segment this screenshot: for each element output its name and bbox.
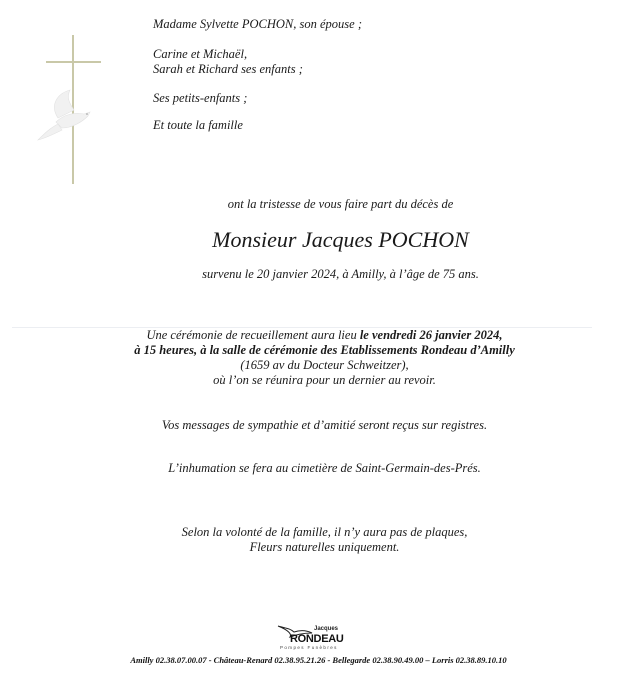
rondeau-logo [270,624,350,652]
ceremony-line-1 [16,328,617,343]
logo-name: RONDEAU [290,633,344,645]
all-family-line: Et toute la famille [153,118,243,132]
death-details: survenu le 20 janvier 2024, à Amilly, à l’âge de 75 ans. [202,267,479,281]
ceremony-address: (1659 av du Docteur Schweitzer), [240,358,409,372]
spouse-line: Madame Sylvette POCHON, son épouse ; [153,17,362,31]
ceremony-line-4: où l’on se réunira pour un dernier au revoir. [213,373,436,387]
ceremony-line-2: à 15 heures, à la salle de cérémonie des Etablissements Rondeau d’Amilly [134,343,515,357]
children-line-2: Sarah et Richard ses enfants ; [153,62,303,76]
wishes-line-2: Fleurs naturelles uniquement. [249,540,400,554]
footer-contacts: Amilly 02.38.07.00.07 - Château-Renard 02.38.95.21.26 - Bellegarde 02.38.90.49.00 – Lorris 02.38.89.10.10 [130,655,507,665]
announcement-intro: ont la tristesse de vous faire part du décès de [227,197,454,211]
wishes-line-1: Selon la volonté de la famille, il n’y aura pas de plaques, [181,525,468,539]
burial-line: L’inhumation se fera au cimetière de Saint-Germain-des-Prés. [168,461,481,475]
children-line-1: Carine et Michaël, [153,47,248,61]
dove-icon [36,88,96,144]
messages-line: Vos messages de sympathie et d’amitié seront reçus sur registres. [161,418,488,432]
cross-horizontal-bar [46,61,101,63]
logo-first-name: Jacques [314,626,339,632]
ceremony-line-1-regular: Une cérémonie de recueillement aura lieu [146,328,360,342]
grandchildren-line: Ses petits-enfants ; [153,91,248,105]
deceased-name: Monsieur Jacques POCHON [212,227,469,252]
ceremony-date: le vendredi 26 janvier 2024, [359,328,503,342]
logo-subtitle: Pompes Funèbres [280,645,338,650]
